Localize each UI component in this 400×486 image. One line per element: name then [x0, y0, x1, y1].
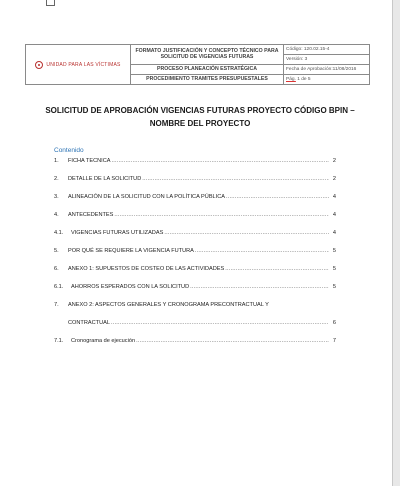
toc-entry[interactable]: 2. DETALLE DE LA SOLICITUD ..... 2 [54, 172, 336, 182]
toc-entry[interactable]: 4.1. VIGENCIAS FUTURAS UTILIZADAS ..... 4 [54, 226, 336, 236]
toc-entry[interactable]: 6. ANEXO 1: SUPUESTOS DE COSTEO DE LAS ACTIVIDADES ..... 5 [54, 262, 336, 272]
document-code: Código: 120.02.15-4 [284, 45, 370, 55]
document-header-table [25, 44, 370, 85]
toc-entry[interactable]: 7.1. Cronograma de ejecución ..... 7 [54, 334, 336, 344]
process-name: PROCESO PLANEACIÓN ESTRATÉGICA [131, 65, 284, 75]
toc-entry[interactable]: 1. FICHA TECNICA ..... 2 [54, 154, 336, 164]
toc-heading: Contenido [54, 147, 84, 154]
page-counter: Pág. 1 de 5 [284, 75, 370, 85]
document-title: SOLICITUD DE APROBACIÓN VIGENCIAS FUTURAS PROYECTO CÓDIGO BPIN –NOMBRE DEL PROYECTO [45, 106, 355, 128]
procedure-name: PROCEDIMIENTO TRAMITES PRESUPUESTALES [131, 75, 284, 85]
page-handle[interactable] [46, 0, 55, 6]
document-version: Versión: 3 [284, 55, 370, 65]
toc-entry[interactable]: 3. ALINEACIÓN DE LA SOLICITUD CON LA POLÍTICA PÚBLICA ..... 4 [54, 190, 336, 200]
toc-entry[interactable]: 4. ANTECEDENTES ..... 4 [54, 208, 336, 218]
logo-cell [26, 45, 131, 85]
toc-entry-continuation[interactable]: CONTRACTUAL ..... 6 [68, 316, 336, 326]
toc-entry[interactable]: 5. POR QUÉ SE REQUIERE LA VIGENCIA FUTURA ..... 5 [54, 244, 336, 254]
toc-entry[interactable]: 7. ANEXO 2: ASPECTOS GENERALES Y CRONOGRAMA PRECONTRACTUAL Y [54, 302, 269, 308]
seal-icon [35, 61, 43, 69]
approval-date: Fecha de Aprobación:11/08/2016 [284, 65, 370, 75]
organization-logo: UNIDAD PARA LAS VÍCTIMAS [35, 61, 120, 69]
format-title: FORMATO JUSTIFICACIÓN Y CONCEPTO TÉCNICO PARA SOLICITUD DE VIGENCIAS FUTURAS [131, 45, 284, 65]
toc-entry[interactable]: 6.1. AHORROS ESPERADOS CON LA SOLICITUD ..... 5 [54, 280, 336, 290]
